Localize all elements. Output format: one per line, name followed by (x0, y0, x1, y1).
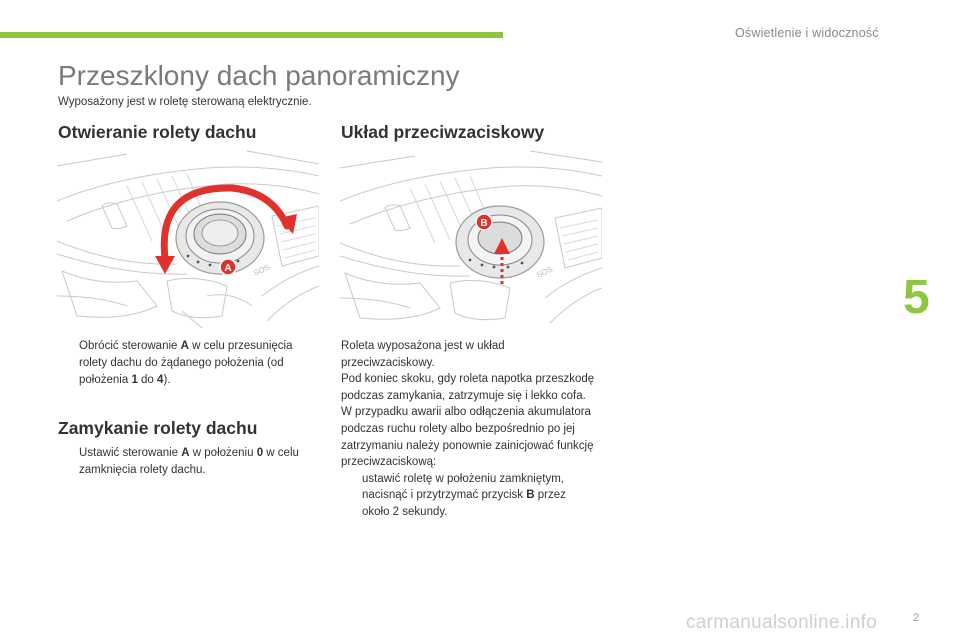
anti-pinch-bullet-2: nacisnąć i przytrzymać przycisk B przez około 2 sekundy. (362, 489, 566, 518)
anti-pinch-bullet-1: ustawić roletę w położeniu zamkniętym, (362, 472, 564, 485)
svg-text:SOS: SOS (252, 262, 272, 278)
anti-pinch-intro: Roleta wyposażona jest w układ przeciwzaciskowy. (341, 340, 505, 369)
label-a: A (224, 263, 232, 274)
control-a-marker (220, 259, 236, 275)
anti-pinch-button-illustration (340, 146, 602, 328)
heading-opening: Otwieranie rolety dachu (58, 122, 257, 142)
anti-pinch-description: Pod koniec skoku, gdy roleta napotka przeszkodę podczas zamykania, zatrzymuje się i lekko cofa. W przypadku awarii albo odłączenia akumulatora podczas ruchu rolety albo bezpośrednio po jej zatrzymaniu należy ponownie zainicjować funkcję przeciwzaciskową: (341, 373, 595, 469)
opening-instructions (58, 338, 320, 389)
chapter-number: 5 (903, 271, 930, 324)
label-b: B (480, 218, 488, 229)
svg-text:SOS: SOS (535, 264, 555, 280)
roof-blind-rotary-control-illustration (57, 146, 319, 328)
heading-closing: Zamykanie rolety dachu (58, 418, 258, 438)
section-color-bar (0, 32, 503, 38)
page-subtitle: Wyposażony jest w roletę sterowaną elektrycznie. (58, 96, 312, 108)
heading-anti-pinch: Układ przeciwzaciskowy (341, 122, 545, 142)
page-number: 2 (913, 612, 920, 624)
anti-pinch-text (341, 338, 596, 521)
section-header: Oświetlenie i widoczność (735, 26, 879, 40)
closing-bullet: Ustawić sterowanie A w położeniu 0 w celu zamknięcia rolety dachu. (79, 447, 299, 476)
opening-bullet: Obrócić sterowanie A w celu przesunięcia rolety dachu do żądanego położenia (od położenia 1 do 4). (79, 340, 293, 386)
closing-instructions (58, 445, 320, 479)
button-b-marker (476, 214, 492, 230)
watermark: carmanualsonline.info (686, 612, 878, 633)
page-title: Przeszklony dach panoramiczny (58, 60, 460, 91)
